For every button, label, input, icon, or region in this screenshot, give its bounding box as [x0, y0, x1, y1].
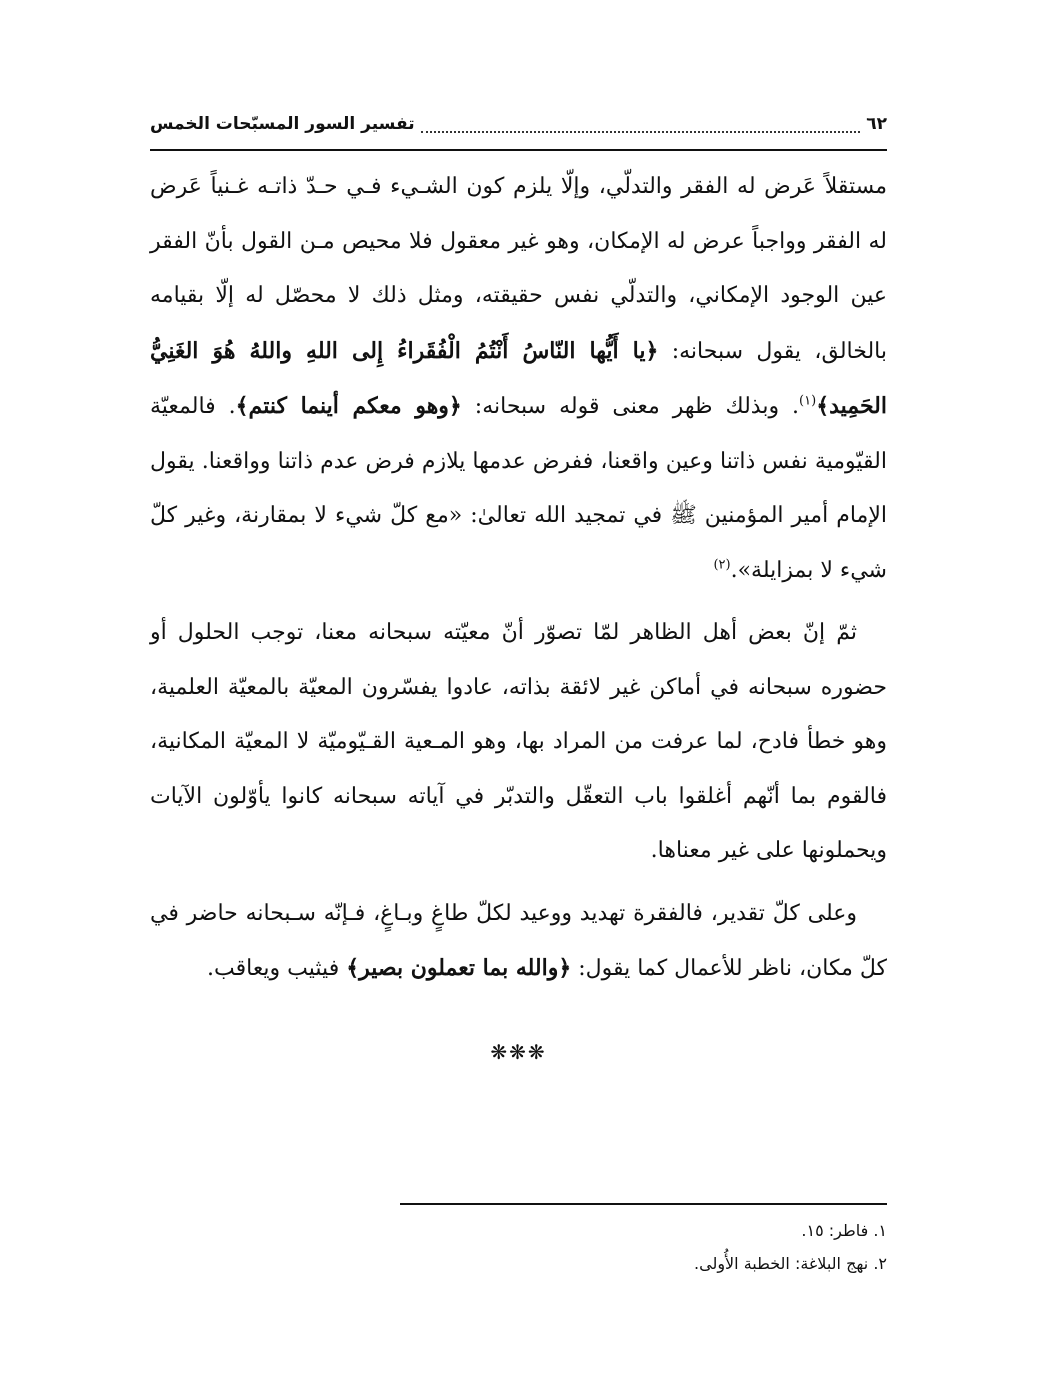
- header-rule: [150, 149, 887, 151]
- footnote-rule: [400, 1203, 887, 1205]
- footnote-ref-1: (١): [799, 393, 817, 409]
- running-header: [150, 104, 887, 144]
- quran-quote-2: ﴿وهو معكم أينما كنتم﴾: [235, 393, 462, 419]
- paragraph-3: [150, 887, 887, 997]
- quran-quote-1: ﴿يا أَيُّها النّاسُ أَنْتُمُ الْفُقَراءُ إِلى اللهِ واللهُ هُوَ الغَنِيُّ الحَمِيد﴾: [150, 337, 887, 419]
- page-number: ٦٢: [866, 114, 887, 134]
- paragraph-1-text-a: مستقلاً عَرض له الفقر والتدلّي، وإلّا يلزم كون الشـيء فـي حـدّ ذاتـه غـنياً عَرض له الفقر وواجباً عرض له الإمكان، وهو غير معقول فلا محيص مـن القول بأنّ الفقر عين الوجود الإمكاني، والتدلّي نفس حقيقته، ومثل ذلك لا محصّل له إلّا بقيامه بالخالق، يقول سبحانه:: [150, 174, 887, 364]
- paragraph-1-text-b: . وبذلك ظهر معنى قوله سبحانه:: [461, 394, 800, 419]
- section-separator: ❋❋❋: [490, 1040, 547, 1064]
- body-text: [150, 160, 887, 997]
- paragraph-3-text-b: فيثيب ويعاقب.: [207, 956, 347, 981]
- footnote-ref-2: (٢): [713, 557, 731, 573]
- running-title: تفسير السور المسبّحات الخمس: [150, 114, 415, 134]
- footnote-2: ٢. نهج البلاغة: الخطبة الأُولى.: [694, 1254, 887, 1273]
- footnote-1: ١. فاطر: ١٥.: [801, 1221, 887, 1240]
- quran-quote-3: ﴿والله بما تعملون بصير﴾: [346, 955, 572, 981]
- footnotes: [150, 1214, 887, 1280]
- paragraph-1: [150, 160, 887, 598]
- paragraph-2: ثمّ إنّ بعض أهل الظاهر لمّا تصوّر أنّ معيّته سبحانه معنا، توجب الحلول أو حضوره سبحانه في أماكن غير لائقة بذاته، عادوا يفسّرون المعيّة بالمعيّة العلمية، وهو خطأ فادح، لما عرفت من المراد بها، وهو المـعية القـيّوميّة لا المعيّة المكانية، فالقوم بما أنّهم أغلقوا باب التعقّل والتدبّر في آياته سبحانه كانوا يأوّلون الآيات ويحملونها على غير معناها.: [150, 620, 887, 863]
- header-dot-leader: [421, 119, 861, 133]
- paragraph-1-text-c: . فالمعيّة القيّومية نفس ذاتنا وعين واقعنا، ففرض عدمها يلازم فرض عدم ذاتنا وواقعنا. يقول الإمام أمير المؤمنين ﷺ في تمجيد الله تعالىٰ: «مع كلّ شيء لا بمقارنة، وغير كلّ شيء لا بمزايلة».: [150, 394, 887, 583]
- paragraph-3-text-a: وعلى كلّ تقدير، فالفقرة تهديد ووعيد لكلّ طاغٍ وبـاغٍ، فـإنّه سـبحانه حاضر في كلّ مكان، ناظر للأعمال كما يقول:: [150, 900, 887, 981]
